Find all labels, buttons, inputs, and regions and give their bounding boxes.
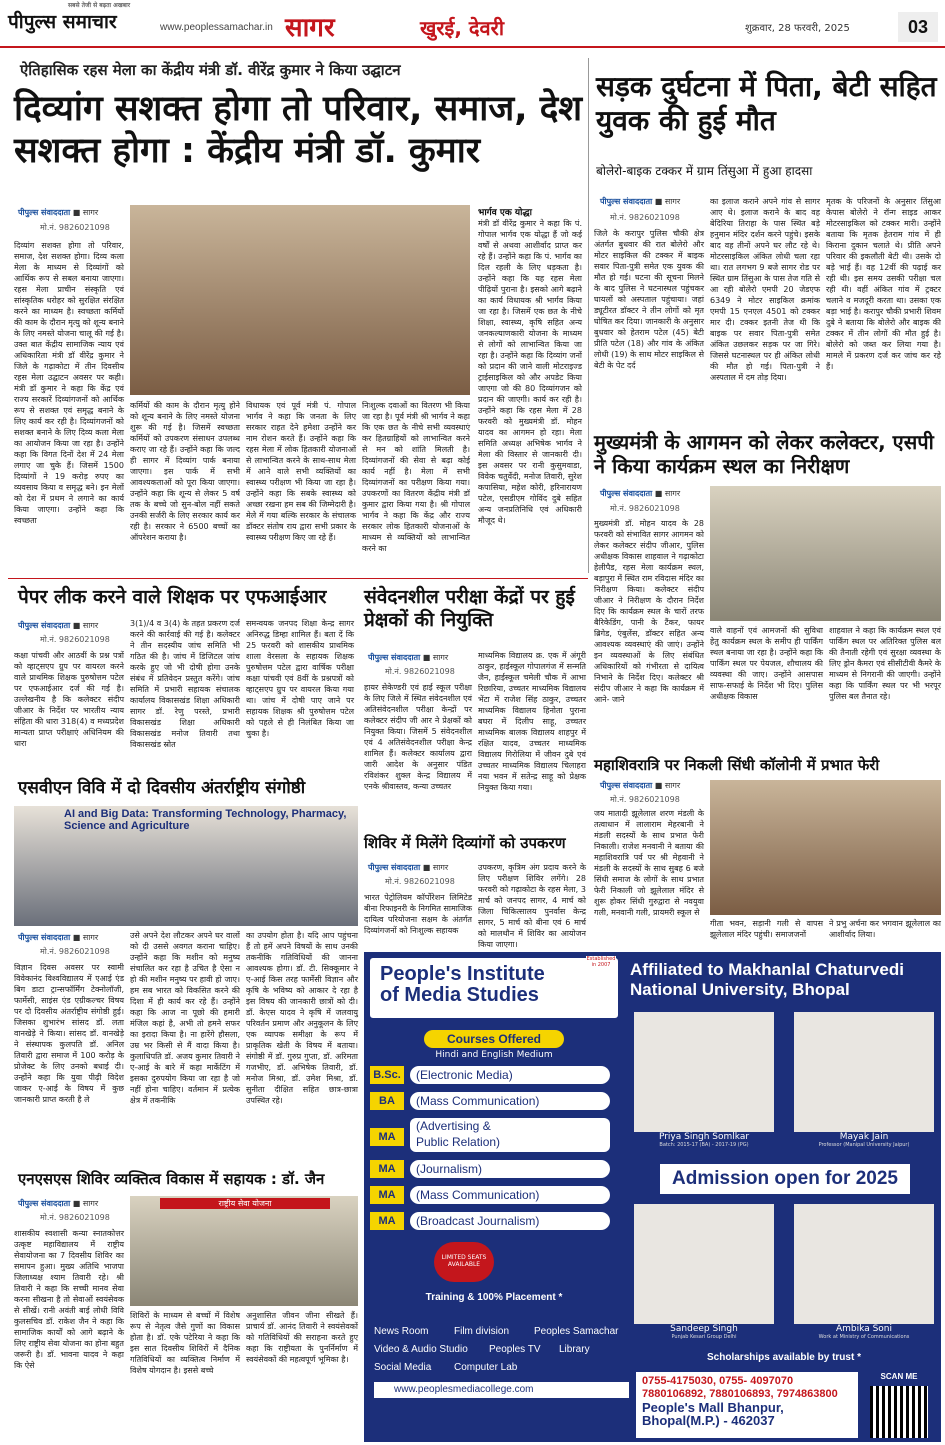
courses-title: Courses Offered <box>424 1030 564 1048</box>
mobile-number: मो.नं. 9826021098 <box>610 795 680 804</box>
byline: पीपुल्स संवाददाता ■ सागर <box>18 621 99 630</box>
alumni-caption: Ambika Soni Work at Ministry of Communications <box>794 1324 934 1346</box>
story6-photo <box>14 806 358 926</box>
training-placement: Training & 100% Placement * <box>425 1292 563 1303</box>
course-row[interactable]: B.Sc. (Electronic Media) <box>370 1066 620 1084</box>
story9-col1: शासकीय स्वशासी कन्या स्नातकोत्तर उत्कृष्ट महाविद्यालय में राष्ट्रीय सेवायोजना का 7 दिवसीय शिविर का समापन हुआ। मुख्य अतिथि भाजपा जिलाध्यक्ष श्याम तिवारी रहे। श्री तिवारी ने कहा कि सच्ची मानव सेवा करना सीखना है तो सेवाओं स्वयंसेवक से सीखें। रानी अवंती बाई लोधी विवि कुलसचिव डॉ. राकेश जैन ने कहा कि सामाजिक कार्यों को आगे बढ़ाने के लिए राष्ट्रीय सेवा योजना का होना बहुत जरूरी है। डॉ. भावना यादव ने कहा कि ऐसे <box>14 1229 124 1370</box>
mobile-number: मो.नं. 9826021098 <box>40 947 110 956</box>
story1-photo <box>130 205 470 395</box>
story9-col2: शिविरों के माध्यम से बच्चों में विशेष रूप से नेतृत्व जैसे गुणों का विकास होता है। डॉ. एके पटेरिया ने कहा कि इस सात दिवसीय शिविरों में दैनिक गतिविधियों का व्यक्तित्व निर्माण में विशेष योगदान है। इससे बच्चे <box>130 1311 240 1375</box>
story1-col5 <box>478 205 582 570</box>
scholarships-text: Scholarships available by trust * <box>707 1352 861 1363</box>
story2-subheadline: बोलेरो-बाइक टक्कर में ग्राम तिंसुआ में हुआ हादसा <box>596 164 813 178</box>
column-divider <box>588 58 589 573</box>
edition-subcity: खुरई, देवरी <box>420 16 505 40</box>
story1-headline[interactable]: दिव्यांग सशक्त होगा तो परिवार, समाज, देश सशक्त होगा : केंद्रीय मंत्री डॉ. कुमार <box>14 89 583 171</box>
story6-col3: का उपयोग होता है। यदि आप पहुंचना हैं तो हमें अपने विषयों के साथ उनकी तकनीकि गतिविधियों की जानना आवश्यक होगा। डॉ. टी. सिक्कूमार ने ए-आई किस तरह फार्मेसी विज्ञान और कृषि के भविष्य को आकार दे रहा है इस विषय की जानकारी छात्रों को दी। डॉ. केएस यादव ने कृषि में जलवायु परिवर्तन प्रमाण और अनुकूलन के लिए एक व्यापक समीक्षा के रूप में प्राकृतिक खेती के विषय में बताया। संगोष्ठी में डॉ. गुरुप्र गुप्ता, डॉ. अरिमता गजभीए, डॉ. अभिषेक तिवारी, डॉ. मनोज मिश्रा, डॉ. उमेश मिश्रा, डॉ. सुनीता दीक्षित सहित छात्र-छात्रा उपस्थित रहे। <box>246 931 358 1105</box>
section-divider <box>8 578 588 579</box>
ad-title-box <box>370 958 618 1018</box>
mobile-number: मो.नं. 9826021098 <box>610 213 680 222</box>
story6-headline[interactable]: एसवीएन विवि में दो दिवसीय अंतर्राष्ट्रीय संगोष्ठी <box>18 778 306 798</box>
address-line2: Bhopal(M.P.) - 462037 <box>642 1413 775 1428</box>
website-link[interactable]: www.peoplesmediacollege.com <box>374 1382 629 1398</box>
facility-item: Library <box>559 1344 590 1355</box>
story8-col3: ने प्रभु अर्चना कर भगवान झूलेलाल का आशीर्वाद लिया। <box>829 919 941 939</box>
story6-col1: विज्ञान दिवस अवसर पर स्वामी विवेकानंद विश्वविद्यालय में एआई एंड बिग डाटा ट्रान्सफॉर्मिंग टेक्नोलॉजी, फार्मेसी, साइंस एंड एग्रीकल्चर विषय पर दो दिवसीय अंतर्राष्ट्रीय संगोष्ठी हुई। जिसका शुभारंभ सांसद डॉ. लता वानखेड़े ने किया। सांसद डॉ. वानखेड़े ने संस्थापक कुलपति डॉ. अनिल तिवारी द्वारा समाज में 100 करोड़ के प्रोजेक्ट के लिए उनको बधाई दी। उन्होंने कहा कि युवा पीढ़ी विदेश जाकर ए-आई के विषय में कुछ जानकारी प्राप्त करती है ले <box>14 963 124 1104</box>
story8-col2: गीता भवन, सड़ानी गली से वापस झूलेलाल मंदिर पहुंची। समाजजनों <box>710 919 823 939</box>
facility-item: Computer Lab <box>454 1362 518 1373</box>
course-row[interactable]: MA (Broadcast Journalism) <box>370 1212 620 1230</box>
institute-advertisement[interactable] <box>364 952 941 1442</box>
story3-col2: वाले वाहनों एवं आमजनों की सुविधा हेतु कार्यक्रम स्थल के समीप ही पार्किंग स्थल बनाया जा रहा है। उन्होंने कहा कि पार्किंग स्थल पर पेयजल, शौचालय की व्यवस्था की जाए। उन्होंने आसपास साफ-सफाई के निर्देश भी दिए। पुलिस अधीक्षक विकास <box>710 626 823 701</box>
story8-col1: जय मातादी झूलेलाल शरण मंडली के तत्वाधान में लालाराम मेहरबानी ने मंडली सदस्यों के साथ प्रभात फेरी निकाली। राजेश मनवानी ने बताया की महाशिवरात्रि पर्व पर श्री मेहवानी ने मंडली के सदस्यों के साथ सुबह 6 बजे सिंधी समाज के लोगों के साथ प्रभात फेरी निकाली जो झूलेलाल मंदिर से शुरू होकर सिंधी गुरुद्वारा से नवयुवा गली, मनवानी गली, प्रायमरी स्कूल से <box>594 809 704 917</box>
scan-label: SCAN ME <box>880 1372 918 1381</box>
story1-col1: दिव्यांग सशक्त होगा तो परिवार, समाज, देश सशक्त होगा। दिव्य कला मेला के माध्यम से दिव्यांगों को आर्थिक रूप से सबल बनाया जाएगा। रहस मेला प्राचीन संस्कृति एवं सांस्कृतिक धरोहर को सुरक्षित संरक्षित करने का माध्यम है। स्वच्छता कर्मियों की काम के दौरान मृत्यु को शून्य बनाने के लिए नमस्ते योजना चालू की गई है। उक्त बात केंद्रीय सामाजिक न्याय एवं अधिकारिता मंत्री डॉ वीरेंद्र कुमार ने जिले के गढ़ाकोटा में तीन दिवसीय रहस मेला उद्घाटन अवसर पर कही। मंत्री डॉ कुमार ने कहा कि केंद्र एवं राज्य सरकारें दिव्यांगजनों को आर्थिक रूप से सशक्त एवं समृद्ध बनाने के लिए कार्य कर रही है। दिव्यांगजनों को सशक्त बनाने के लिए दिव्य कला मेला का आयोजन किया जा रहा है। उन्होंने कहा कि विगत दिनों देश में 24 मेला लगाए जा चुके हैं। जिसमें 1500 दिव्यांगों ने 19 करोड़ रुपए का व्यवसाय किया व समृद्ध बने। इन मेलों को देश में प्रथम ने लगाने का कार्य किया जाएगा। उन्होंने कहा कि स्वच्छता <box>14 241 124 525</box>
address-line1: People's Mall Bhanpur, <box>642 1400 784 1415</box>
byline: पीपुल्स संवाददाता ■ सागर <box>600 781 681 790</box>
mobile-number: मो.नं. 9826021098 <box>40 635 110 644</box>
mobile-number: मो.नं. 9826021098 <box>385 667 455 676</box>
story2-col3: मृतक के परिजनों के अनुसार तिंसुआ केपास बोलेरो ने रॉन्ग साइड आकर मोटरसाइकिल को टक्कर मारी। उन्होंने बताया कि मृतक हेतराम गांव में ही किराना दुकान चलाते थे। प्रीति अपने परिवार की इकलौती बेटी थी। उसके दो बड़े भाई हैं। वह 12वीं की पढ़ाई कर रही थी। इस समय उसकी परीक्षा चल रही थी। वहीं अंकित गांव में ट्रक्टर चलाने व मजदूरी करता था। उसका एक बड़ा भाई है। करापुर चौकी प्रभारी शिवम दुबे ने बताया कि बोलेरो और बाइक की टक्कर में तीन लोगों की मौत हुई है। बोलेरो को जब्त कर लिया गया है। मामले में प्रकरण दर्ज कर जांच कर रहे हैं। <box>826 197 941 371</box>
seminar-banner: AI and Big Data: Transforming Technology, Pharmacy, Science and Agriculture <box>64 808 347 832</box>
story8-headline[interactable]: महाशिवरात्रि पर निकली सिंधी कॉलोनी में प्रभात फेरी <box>594 756 880 774</box>
story2-col1: जिले के करापुर पुलिस चौकी क्षेत्र अंतर्गत बुधवार की रात बोलेरो और मोटर साइकिल की टक्कर में बाइक सवार पिता-पुत्री समेत एक युवक की मौत हो गई। घटना की सूचना मिलने के बाद पुलिस ने घटनास्थल पहुंचकर घायलों को अस्पताल पहुंचाया। जहां ड्यूटीरत डॉक्टर ने तीन लोगों को मृत घोषित कर दिया। जानकारी के अनुसार बुधवार को हेतराम पटेल (45) बेटी प्रीति पटेल (18) और गांव के अंकित लोधी (19) के साथ मोटर साइकिल से बेटी के पेट दर्द <box>594 229 704 370</box>
story4-headline[interactable]: पेपर लीक करने वाले शिक्षक पर एफआईआर <box>18 586 327 608</box>
admission-banner[interactable]: Admission open for 2025 <box>660 1164 910 1194</box>
byline: पीपुल्स संवाददाता ■ सागर <box>600 489 681 498</box>
story4-col1: कक्षा पांचवी और आठवीं के प्रश्न पत्रों को व्हाट्सएप ग्रुप पर वायरल करने वाले प्राथमिक शिक्षक पुरुषोत्तम पटेल पर एफआईआर दर्ज की गई है। उल्लेखनीय है कि कलेक्टर संदीप जीआर के निर्देश पर भारतीय न्याय संहिता की धारा 318(4) व मध्यप्रदेश मान्यता प्राप्त परीक्षाएं अधिनियम की धारा <box>14 651 124 748</box>
alumni-photo <box>634 1012 774 1132</box>
story3-photo <box>710 486 941 621</box>
website-url[interactable]: www.peoplessamachar.in <box>160 22 273 33</box>
story7-col1: भारत पेट्रोलियम कॉर्पोरेशन लिमिटेड बीना रिफाइनरी के निगमित सामाजिक दायित्व परियोजना सक्षम के अंतर्गत दिव्यांगजनों को निःशुल्क सहायक <box>364 893 472 935</box>
story9-headline[interactable]: एनएसएस शिविर व्यक्तित्व विकास में सहायक : डॉ. जैन <box>18 1170 325 1188</box>
byline: पीपुल्स संवाददाता ■ सागर <box>368 863 449 872</box>
alumni-caption: Mayak Jain Professor (Manipal University Jaipur) <box>794 1132 934 1154</box>
qr-code[interactable] <box>870 1386 928 1438</box>
story3-col1: मुख्यमंत्री डॉ. मोहन यादव के 28 फरवरी को संभावित सागर आगमन को लेकर कलेक्टर संदीप जीआर, पुलिस अधीक्षक विकास शाहवाल ने गढ़ाकोटा हेलीपैड, रहस मेला कार्यक्रम स्थल, बड़ापुरा में स्थित राम रविदास मंदिर का निरीक्षण किया। कलेक्टर संदीप जीआर ने निरीक्षण के दौरान निर्देश दिए कि कार्यक्रम स्थल के चारों तरफ बैरिकेडिंग, पानी के टैंकर, फायर ब्रिगेड, एंबुलेंस, डॉक्टर सहित अन्य आवश्यक व्यवस्थाएं की जाएं। उन्होंने इन व्यवस्थाओं के लिए संबंधित अधिकारियों को गंभीरता से दायित्व निभाने के निर्देश दिए। कलेक्टर श्री संदीप जीआर ने कहा कि कार्यक्रम में आने- जाने <box>594 519 704 704</box>
story5-col1: हायर सेकेण्डरी एवं हाई स्कूल परीक्षा के लिए जिले में स्थित संवेदनशील एवं अतिसंवेदनशील परीक्षा केन्द्रों पर कलेक्टर संदीप जी आर ने प्रेक्षकों को नियुक्त किया। जिसमें 5 संवेदनशील एवं 4 अतिसंवेदनशील परीक्षा केन्द्र शामिल हैं। कलेक्टर कार्यालय द्वारा जारी आदेश के अनुसार पंडित रविशंकर शुक्ल केन्द्र विद्यालय में एनके श्रीवास्तव, कन्या उच्चतर <box>364 683 472 791</box>
edition-city: सागर <box>285 13 335 43</box>
alumni-photo <box>634 1204 774 1324</box>
course-row[interactable]: MA (Mass Communication) <box>370 1186 620 1204</box>
story1-kicker: ऐतिहासिक रहस मेला का केंद्रीय मंत्री डॉ. वीरेंद्र कुमार ने किया उद्घाटन <box>20 61 401 79</box>
byline: पीपुल्स संवाददाता ■ सागर <box>600 197 681 206</box>
alumni-photo <box>794 1012 934 1132</box>
story1-col5-text: मंत्री डॉ वीरेंद्र कुमार ने कहा कि पं. गोपाल भार्गव एक योद्धा हैं जो कई वर्षों से अथवा आशीर्वाद प्राप्त कर रहे हैं। उन्होंने कहा कि पं. भार्गव का दिल रहली के लिए धड़कता है। उन्होंने कहा कि यह रहस मेला पीढ़ियों पुराना है। इसको आगे बढ़ाने का कार्य विधायक श्री भार्गव किया जा रहा है। जिसमें एक छत के नीचे शिक्षा, स्वास्थ्य, कृषि सहित अन्य जनकल्याणकारी योजना के माध्यम से लोगों को लाभान्वित किया जा रहा है। उन्होंने कहा कि दिव्यांग जनों को प्रदान की जाने वाली मोटराइज्ड ट्राईसाइकिल को और अपडेट किया जाएगा जो की 80 दिव्यांगजन को प्रदान की जाएगी। कार्य कर रही है। उन्होंने कहा कि रहस मेला में 28 फरवरी को मुख्यमंत्री डॉ. मोहन यादव का आगमन हो रहा। मेला समिति अध्यक्ष अभिषेक भार्गव ने मेला की विस्तार से जानकारी दी। इस अवसर पर रानी कुसुमवाडा, विवेक चतुर्वेदी, मनोज तिवारी, सुरेश कपासिया, महेश कोरी, हरिनारायण पटेल, एसडीएम गोविंद दुबे सहित अन्य जनप्रतिनिधि एवं अधिकारी मौजूद थे। <box>478 219 582 525</box>
byline: पीपुल्स संवाददाता ■ सागर <box>18 208 99 217</box>
masthead <box>0 0 945 48</box>
ad-title-line1: People's Institute <box>380 963 545 985</box>
story5-headline[interactable]: संवेदनशील परीक्षा केंद्रों पर हुई प्रेक्षकों की नियुक्ति <box>364 586 575 631</box>
facility-item: Peoples Samachar <box>534 1326 619 1337</box>
ad-title-line2: of Media Studies <box>380 984 539 1006</box>
story1-subhead: भार्गव एक योद्धा <box>478 208 532 218</box>
affiliation-text: Affiliated to Makhanlal Chaturvedi National University, Bhopal <box>630 960 904 1000</box>
phone-numbers[interactable]: 0755-4175030, 0755- 4097070 <box>642 1375 794 1387</box>
facility-item: Peoples TV <box>489 1344 541 1355</box>
limited-seats-badge: LIMITED SEATS AVAILABLE <box>434 1242 494 1282</box>
established-badge: Established in 2007 <box>586 956 616 968</box>
byline: पीपुल्स संवाददाता ■ सागर <box>368 653 449 662</box>
byline: पीपुल्स संवाददाता ■ सागर <box>18 933 99 942</box>
mobile-number: मो.नं. 9826021098 <box>385 877 455 886</box>
byline: पीपुल्स संवाददाता ■ सागर <box>18 1199 99 1208</box>
facility-item: News Room <box>374 1326 429 1337</box>
alumni-caption: Sandeep Singh Punjab Kesari Group Delhi <box>634 1324 774 1346</box>
story1-col4: निःशुल्क दवाओं का वितरण भी किया जा रहा है। पूर्व मंत्री श्री भार्गव ने कहा कि एक छत के नीचे सभी व्यवस्थाएं कर हितग्राहियों को लाभान्वित करने से मन को शांति मिलती है। दिव्यांगजनों की सेवा से बढ़ा कोई कार्य नहीं है। मेला में सभी दिव्यांगजनों का परीक्षण किया गया। उपकरणों का वितरण केंद्रीय मंत्री डॉ कुमार द्वारा किया गया है। श्री गोपाल भार्गव ने कहा कि केंद्र और राज्य सरकार लोक हितकारी योजनाओं के माध्यम से व्यक्तियों को लाभान्वित करने का <box>362 401 470 553</box>
course-row[interactable]: MA (Advertising & Public Relation) <box>370 1118 620 1154</box>
nss-banner: राष्ट्रीय सेवा योजना <box>160 1198 330 1209</box>
mobile-number: मो.नं. 9826021098 <box>40 223 110 232</box>
page-number: 03 <box>898 12 938 42</box>
story6-col2: उसे अपने देश लौटकर अपने घर वालों को दी उससे अवगत कराना चाहिए। उन्होंने कहा कि मशीन को मनुष्य संचालित कर रहा है उचित है ऐसा न हो की मशीन मनुष्य पर हावी हो जाए। हम सब भारत को विकसित करने की दिशा में ही कार्य कर रहे हैं। उन्होंने कहा कि आज ना पूछो की हमारी मंजिल कहां है, अभी तो हमने सफर का इरादा किया है। ना हारेंगे हौसला, उम्र भर किसी से मैं वादा किया है। कुलाधिपति डॉ. अजय कुमार तिवारी ने ए-आई के बारे में कहा मार्केटिंग में इसका दुरुपयोग किया जा रहा है जो नहीं होना चाहिए। वर्तमान में प्रत्येक क्षेत्र में तकनीकि <box>130 931 240 1105</box>
facility-item: Film division <box>454 1326 510 1337</box>
mobile-number: मो.नं. 9826021098 <box>40 1213 110 1222</box>
story3-headline[interactable]: मुख्यमंत्री के आगमन को लेकर कलेक्टर, एसपी ने किया कार्यक्रम स्थल का निरीक्षण <box>594 430 934 478</box>
story2-col2: का इलाज कराने अपने गांव से सागर आए थे। इलाज कराने के बाद वह बेदिरिया तिराहा के पास स्थित बड़े हनुमान मंदिर दर्शन करने पहुंचे। इसके बाद वह तीनों अपने घर लौट रहे थे। मोटरसाइकिल अंकित लोधी चला रहा था। रात लगभग 9 बजे सागर रोड पर स्थित ग्राम तिंसुआ के पास तेज गति से आ रही बोलेरो एमपी 20 जेडएफ 6349 ने मोटर साइकिल क्रमांक एमपी 15 एनएल 4501 को टक्कर मार दी। टक्कर इतनी तेज थी कि बाइक पर सवार पिता-पुत्री समेत अंकित उछलकर सड़क पर जा गिरे। जिससे घटनास्थल पर ही अंकित लोधी की मौत हो गई। पिता-पुत्री ने अस्पताल में दम तोड़ दिया। <box>710 197 820 382</box>
issue-date: शुक्रवार, 28 फरवरी, 2025 <box>745 23 850 34</box>
story7-headline[interactable]: शिविर में मिलेंगे दिव्यांगों को उपकरण <box>364 834 566 852</box>
story5-col2: माध्यमिक विद्यालय क्र. एक में अंगूरी ठाकुर, हाईस्कूल गोपालगंज में सन्मति जैन, हाईस्कूल चमेली चौक में आभा रिछारिया, उच्चतर माध्यमिक विद्यालय भेंटा में राजेश सिंह ठाकुर, उच्चतर माध्यमिक विद्यालय हिनोता पुराना बघरा में दिलीप साहू, उच्चतर माध्यमिक बालक विद्यालय शाहपुर में रक्षित यादव, उच्चतर माध्यमिक विद्यालय गिरोलिया में जीवन दुबे एवं उच्चतर माध्यमिक विद्यालय चिलाहरा नया भवन में सतेन्द्र साहू को प्रेक्षक नियुक्त किया गया। <box>478 651 586 792</box>
story2-headline[interactable]: सड़क दुर्घटना में पिता, बेटी सहित युवक की हुई मौत <box>596 70 937 137</box>
course-row[interactable]: MA (Journalism) <box>370 1160 620 1178</box>
facility-item: Social Media <box>374 1362 432 1373</box>
courses-subtitle: Hindi and English Medium <box>435 1050 553 1060</box>
story8-photo <box>710 780 941 915</box>
course-row[interactable]: BA (Mass Communication) <box>370 1092 620 1110</box>
story3-col3: शाहवाल ने कहा कि कार्यक्रम स्थल एवं पार्किंग स्थल पर अतिरिक्त पुलिस बल की तैनाती रहेगी एवं सुरक्षा व्यवस्था के लिए ड्रोन कैमरा एवं सीसीटीवी कैमरे के माध्यम से निगरानी की जाएगी। उन्होंने कहा कि पार्किंग स्थल पर भी भरपूर पुलिस बल तैनात रहे। <box>829 626 941 701</box>
alumni-photo <box>794 1204 934 1324</box>
story1-col2: कर्मियों की काम के दौरान मृत्यु होने को शून्य बनाने के लिए नमस्ते योजना शुरू की गई है। जिसमें स्वच्छता कर्मियों को उपकरण संसाधन उपलब्ध कराए जा रहे हैं। उन्होंने कहा कि जल्द ही सागर में दिव्यांग पार्क बनाया जाएगा। इस पार्क में सभी आवश्यकताओं को पूरा किया जाएगा। उन्होंने कहा कि शून्य से लेकर 5 वर्ष तक के बच्चे जो सुन-बोल नहीं सकते उनकी सर्जरी के लिए सरकार कार्य कर रही है। सरकार ने 6500 बच्चों का ऑपरेशन कराया है। <box>130 401 240 542</box>
newspaper-logo[interactable]: पीपुल्स समाचार सबसे तेजी से बढ़ता अखबार <box>8 2 131 33</box>
facility-item: Video & Audio Studio <box>374 1344 468 1355</box>
mobile-number: मो.नं. 9826021098 <box>610 504 680 513</box>
alumni-caption: Priya Singh Somlkar Batch: 2015-17 (BA) - 2017-19 (PG) <box>634 1132 774 1154</box>
contact-box[interactable] <box>636 1372 858 1438</box>
story4-col3: समन्वयक जनपद शिक्षा केन्द्र सागर अनिरुद्ध डिम्हा शामिल हैं। बता दें कि 25 फरवरी को शासकीय प्राथमिक शाला वेरसला के सहायक शिक्षक पुरुषोत्तम पटेल द्वारा वार्षिक परीक्षा कक्षा पांचवी एवं 8वीं के प्रश्नपत्रों को व्हाट्सएप ग्रुप पर वायरल किया गया था। जांच में दोषी पाए जाने पर सहायक शिक्षक श्री पुरुषोत्तम पटेल को पहले से ही निलंबित किया जा चुका है। <box>246 619 354 738</box>
story1-col3: विधायक एवं पूर्व मंत्री पं. गोपाल भार्गव ने कहा कि जनता के लिए सरकार राहत देने हमेशा उन्होंने कर नाम रोशन करते हैं। उन्होंने कहा कि रहस मेला में लोक हितकारी योजनाओं से लाभान्वित करने के साथ-साथ मेला में आने वाले सभी व्यक्तियों का स्वास्थ्य परीक्षण भी किया जा रहा है। उन्होंने कहा कि सबके स्वास्थ्य को अच्छा रखना हम सब की जिम्मेदारी है। मेले में गया बल्कि सरकार के संचालक डॉक्टर संतोष राय द्वारा सभी प्रकार के स्वास्थ्य परीक्षण किए जा रहे हैं। <box>246 401 356 542</box>
mobile-numbers[interactable]: 7880106892, 7880106893, 7974863800 <box>642 1388 838 1400</box>
story4-col2: 3(1)/4 व 3(4) के तहत प्रकरण दर्ज करने की कार्रवाई की गई है। कलेक्टर ने तीन सदस्यीय जांच समिति भी गठित की है। जांच में डिजिटल जांच करके हुए जो भी दोषी होगा उनके संबंध में प्रतिवेदन प्रस्तुत करेंगे। जांच समिति में प्रभारी सहायक संचालक कार्यालय विकासखंड शिक्षा अधिकारी सागर डॉ. रेणु परस्ते, प्रभारी विकासखंड शिक्षा अधिकारी विकासखंड मनोज तिवारी तथा विकासखंड स्रोत <box>130 619 240 749</box>
story9-col3: अनुशासित जीवन जीना सीखते हैं। प्राचार्य डॉ. आनंद तिवारी ने स्वयंसेवकों को गतिविधियों की सराहना करते हुए कहा कि राष्ट्रीयता के पुनर्निर्माण में स्वयंसेवकों की महत्वपूर्ण भूमिका है। <box>246 1311 358 1364</box>
story7-col2: उपकरण, कृत्रिम अंग प्रदाय करने के लिए परीक्षण शिविर लगेंगे। 28 फरवरी को गढ़ाकोटा के रहस मेला, 3 मार्च को जनपद सागर, 4 मार्च को जिला चिकित्सालय पुनर्वास केन्द्र सागर, 5 मार्च को बीना एवं 6 मार्च को मालथौन में शिविर का आयोजन किया जाएगा। <box>478 863 586 949</box>
story9-photo <box>130 1196 358 1306</box>
